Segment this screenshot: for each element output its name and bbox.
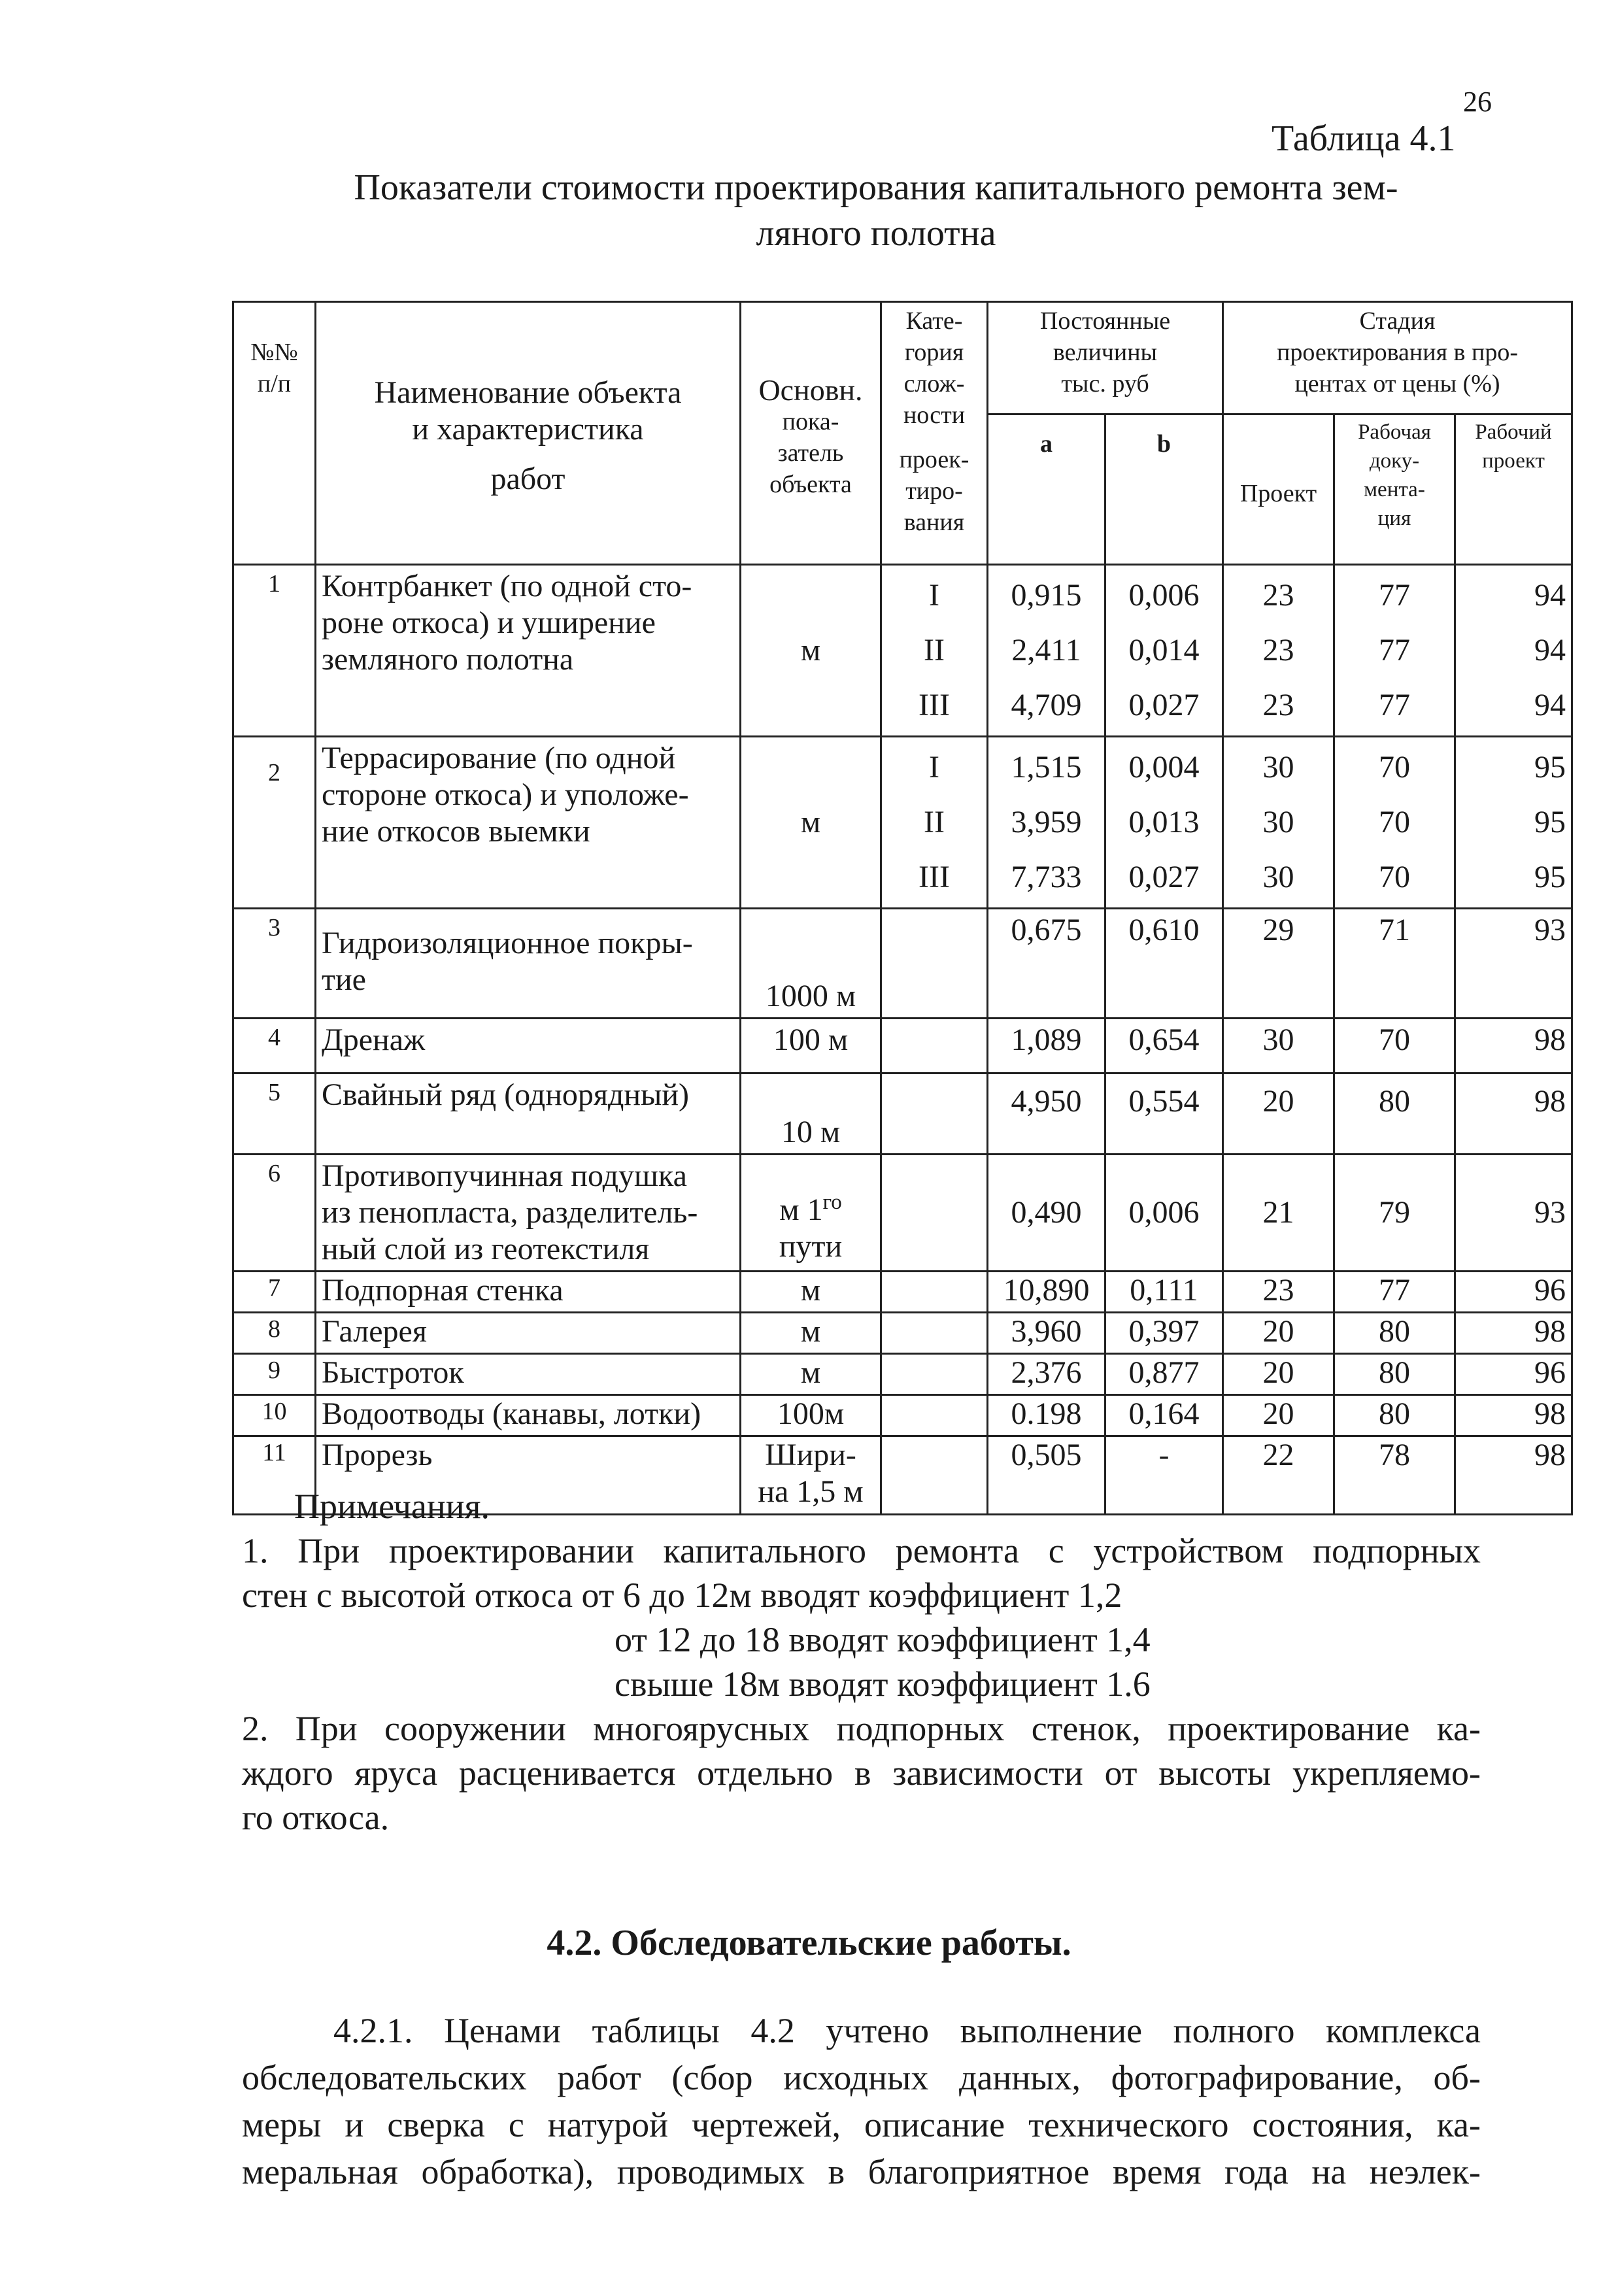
row-project: 21 (1223, 1155, 1334, 1272)
note-line: 2. При сооружении многоярусных подпорных стенок, проектирование ка- (242, 1709, 1481, 1748)
row-wproject: 98 (1455, 1073, 1572, 1155)
row-a: 0,505 (988, 1436, 1105, 1515)
note-line: 1. При проектировании капитального ремонта с устройством подпорных (242, 1531, 1481, 1570)
row-num: 11 (233, 1436, 316, 1515)
row-b: 0,006 (1105, 1155, 1223, 1272)
row-docs: 77 (1334, 1272, 1455, 1313)
section-paragraph (242, 2007, 1481, 2195)
row-wproject: 98 (1455, 1019, 1572, 1073)
row-num: 3 (233, 909, 316, 1019)
row-category (881, 1073, 988, 1155)
row-category (881, 1354, 988, 1395)
row-a: 0.198 (988, 1395, 1105, 1436)
row-unit: 10 м (741, 1073, 881, 1155)
row-project: 23 (1223, 1272, 1334, 1313)
table-row (233, 565, 1572, 737)
row-b: 0,397 (1105, 1313, 1223, 1354)
row-num: 2 (233, 737, 316, 909)
row-category (881, 1313, 988, 1354)
unit-superscript: го (822, 1190, 842, 1214)
row-name: Контрбанкет (по одной сто- роне откоса) и уширение земляного полотна (316, 565, 741, 737)
row-name: Террасирование (по одной стороне откоса) и уположе- ние откосов выемки (316, 737, 741, 909)
header-name: Наименование объекта и характеристика работ (316, 302, 741, 565)
section-heading: 4.2. Обследовательские работы. (547, 1923, 1071, 1963)
row-category (881, 1395, 988, 1436)
row-category (881, 1019, 988, 1073)
row-docs: 80 (1334, 1073, 1455, 1155)
row-unit: м $1^{го}$ пути (741, 1155, 881, 1272)
row-docs: 79 (1334, 1155, 1455, 1272)
row-project: 22 (1223, 1436, 1334, 1515)
table-label: Таблица 4.1 (1272, 118, 1456, 159)
row-name: Дренаж (316, 1019, 741, 1073)
row-docs: 78 (1334, 1436, 1455, 1515)
table-row (233, 1354, 1572, 1395)
row-wproject: 98 (1455, 1395, 1572, 1436)
row-unit: Шири- на 1,5 м (741, 1436, 881, 1515)
table-row (233, 1395, 1572, 1436)
row-docs: 77 77 77 (1334, 565, 1455, 737)
row-unit: м (741, 565, 881, 737)
note-line: стен с высотой откоса от 6 до 12м вводят коэффициент 1,2 (242, 1576, 1122, 1615)
row-num: 8 (233, 1313, 316, 1354)
header-basic-indicator: Основн. пока- затель объекта (741, 302, 881, 565)
row-b: 0,877 (1105, 1354, 1223, 1395)
row-name: Противопучинная подушка из пенопласта, разделитель- ный слой из геотекстиля (316, 1155, 741, 1272)
row-name: Прорезь (316, 1436, 741, 1515)
row-unit: м (741, 1354, 881, 1395)
row-a: 10,890 (988, 1272, 1105, 1313)
row-docs: 70 70 70 (1334, 737, 1455, 909)
page-number: 26 (1463, 86, 1492, 118)
paragraph-line: меральная обработка), проводимых в благоприятное время года на неэлек- (242, 2152, 1481, 2191)
row-name: Быстроток (316, 1354, 741, 1395)
note-line: от 12 до 18 вводят коэффициент 1,4 (615, 1620, 1151, 1659)
row-a: 4,950 (988, 1073, 1105, 1155)
row-b: 0,610 (1105, 909, 1223, 1019)
table-row (233, 1313, 1572, 1354)
row-b: 0,111 (1105, 1272, 1223, 1313)
row-project: 29 (1223, 909, 1334, 1019)
table-row (233, 737, 1572, 909)
header-a: a (988, 414, 1105, 565)
row-num: 7 (233, 1272, 316, 1313)
row-a: 0,490 (988, 1155, 1105, 1272)
row-wproject: 93 (1455, 909, 1572, 1019)
row-wproject: 95 95 95 (1455, 737, 1572, 909)
row-a: 0,675 (988, 909, 1105, 1019)
row-num: 5 (233, 1073, 316, 1155)
row-unit: м (741, 737, 881, 909)
row-wproject: 94 94 94 (1455, 565, 1572, 737)
row-name: Водоотводы (канавы, лотки) (316, 1395, 741, 1436)
header-constants: Постоянные величины тыс. руб (988, 302, 1223, 414)
row-wproject: 93 (1455, 1155, 1572, 1272)
header-working-project: Рабочий проект (1455, 414, 1572, 565)
paragraph-line: 4.2.1. Ценами таблицы 4.2 учтено выполнение полного комплекса (333, 2011, 1481, 2050)
row-docs: 80 (1334, 1395, 1455, 1436)
table-title (235, 165, 1517, 256)
row-docs: 71 (1334, 909, 1455, 1019)
table-row (233, 1073, 1572, 1155)
header-b: b (1105, 414, 1223, 565)
row-project: 23 23 23 (1223, 565, 1334, 737)
row-category: I II III (881, 565, 988, 737)
row-wproject: 96 (1455, 1354, 1572, 1395)
row-docs: 70 (1334, 1019, 1455, 1073)
cost-table (232, 301, 1573, 1515)
row-project: 20 (1223, 1073, 1334, 1155)
row-num: 4 (233, 1019, 316, 1073)
row-name: Свайный ряд (однорядный) (316, 1073, 741, 1155)
row-num: 9 (233, 1354, 316, 1395)
row-unit: 1000 м (741, 909, 881, 1019)
row-num: 10 (233, 1395, 316, 1436)
table-row (233, 1019, 1572, 1073)
header-num: №№ п/п (233, 302, 316, 565)
row-category (881, 1272, 988, 1313)
row-a: 3,960 (988, 1313, 1105, 1354)
row-b: 0,004 0,013 0,027 (1105, 737, 1223, 909)
note-line: го откоса. (242, 1798, 390, 1837)
row-unit: м (741, 1313, 881, 1354)
table-title-line: Показатели стоимости проектирования капитального ремонта зем- (354, 167, 1398, 208)
table-row (233, 1272, 1572, 1313)
row-b: 0,006 0,014 0,027 (1105, 565, 1223, 737)
row-wproject: 98 (1455, 1436, 1572, 1515)
row-name: Галерея (316, 1313, 741, 1354)
row-a: 1,089 (988, 1019, 1105, 1073)
row-project: 20 (1223, 1354, 1334, 1395)
row-docs: 80 (1334, 1313, 1455, 1354)
notes (242, 1484, 1481, 1840)
row-name: Гидроизоляционное покры- тие (316, 909, 741, 1019)
row-project: 20 (1223, 1395, 1334, 1436)
paragraph-line: обследовательских работ (сбор исходных данных, фотографирование, об- (242, 2058, 1481, 2097)
row-project: 30 (1223, 1019, 1334, 1073)
note-line: ждого яруса расценивается отдельно в зависимости от высоты укрепляемо- (242, 1753, 1481, 1793)
row-project: 30 30 30 (1223, 737, 1334, 909)
row-a: 0,915 2,411 4,709 (988, 565, 1105, 737)
row-category (881, 909, 988, 1019)
row-wproject: 98 (1455, 1313, 1572, 1354)
header-stages: Стадия проектирования в про- центах от цены (%) (1223, 302, 1572, 414)
row-category: I II III (881, 737, 988, 909)
header-project: Проект (1223, 414, 1334, 565)
row-b: - (1105, 1436, 1223, 1515)
notes-title: Примечания. (294, 1487, 490, 1526)
note-line: свыше 18м вводят коэффициент 1.6 (615, 1664, 1151, 1704)
table-row (233, 909, 1572, 1019)
row-unit: 100м (741, 1395, 881, 1436)
row-docs: 80 (1334, 1354, 1455, 1395)
row-num: 6 (233, 1155, 316, 1272)
row-b: 0,164 (1105, 1395, 1223, 1436)
row-unit: м (741, 1272, 881, 1313)
row-a: 1,515 3,959 7,733 (988, 737, 1105, 909)
row-project: 20 (1223, 1313, 1334, 1354)
row-wproject: 96 (1455, 1272, 1572, 1313)
row-b: 0,554 (1105, 1073, 1223, 1155)
row-b: 0,654 (1105, 1019, 1223, 1073)
header-category: Кате- гория слож- ности проек- тиро- вания (881, 302, 988, 565)
header-working-docs: Рабочая доку- мента- ция (1334, 414, 1455, 565)
row-name: Подпорная стенка (316, 1272, 741, 1313)
table-title-line: ляного полотна (756, 213, 996, 254)
row-a: 2,376 (988, 1354, 1105, 1395)
table-row (233, 1155, 1572, 1272)
row-num: 1 (233, 565, 316, 737)
paragraph-line: меры и сверка с натурой чертежей, описание технического состояния, ка- (242, 2105, 1481, 2144)
row-unit: 100 м (741, 1019, 881, 1073)
row-category (881, 1155, 988, 1272)
